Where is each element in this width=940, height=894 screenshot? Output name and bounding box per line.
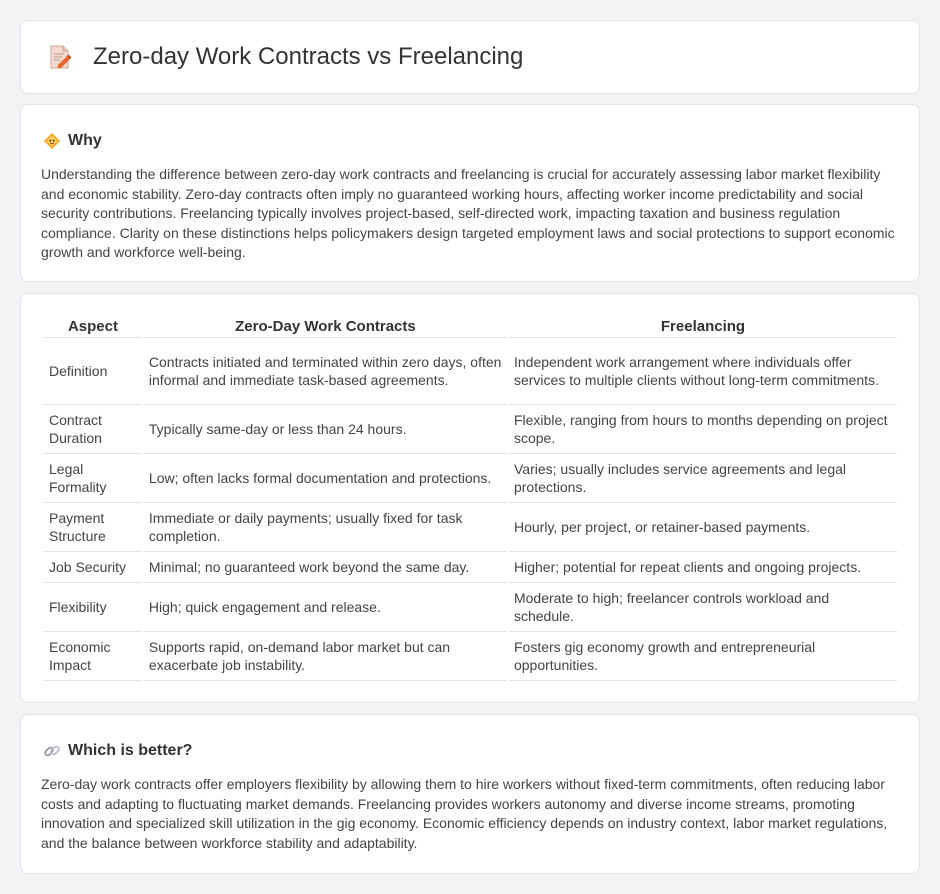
why-section [20,104,920,282]
table-row [44,552,897,583]
diamond-warning-icon [43,132,61,150]
header-zero-day: Zero-Day Work Contracts [144,314,507,338]
row-zero-day: Supports rapid, on-demand labor market but can exacerbate job instability. [144,632,507,681]
row-zero-day: Immediate or daily payments; usually fixed for task completion. [144,503,507,552]
row-freelancing: Fosters gig economy growth and entrepreneurial opportunities. [509,632,897,681]
comparison-table-card [20,293,920,703]
row-freelancing: Independent work arrangement where individuals offer services to multiple clients without long-term commitments. [509,338,897,405]
table-header-row [44,314,897,338]
row-zero-day: Low; often lacks formal documentation and protections. [144,454,507,503]
better-title: Which is better? [68,742,193,759]
why-text: Understanding the difference between zero-day work contracts and freelancing is crucial for accurately assessing labor market flexibility and economic stability. Zero-day contracts often imply no guaranteed working hours, affecting worker income predictability and social security contributions. Freelancing typically involves project-based, self-directed work, impacting taxation and business regulation compliance. Clarity on these distinctions helps policymakers design targeted employment laws and social protections to support economic growth and workforce well-being. [41,166,895,261]
document-pencil-icon [47,44,73,70]
row-aspect: Definition [44,338,142,405]
row-aspect: Economic Impact [44,632,142,681]
header-card [20,20,920,94]
row-freelancing: Hourly, per project, or retainer-based payments. [509,503,897,552]
link-icon [43,742,61,760]
comparison-table [42,314,899,681]
table-row [44,405,897,454]
row-aspect: Job Security [44,552,142,583]
table-row [44,338,897,405]
page-title: Zero-day Work Contracts vs Freelancing [93,43,524,70]
better-text: Zero-day work contracts offer employers flexibility by allowing them to hire workers without fixed-term commitments, often reducing labor costs and adapting to fluctuating market demands. Freelancing provides workers autonomy and diverse income streams, promoting innovation and specialized skill utilization in the gig economy. Economic efficiency depends on industry context, labor market regulations, and the balance between workforce stability and adaptability. [41,776,888,851]
row-freelancing: Flexible, ranging from hours to months depending on project scope. [509,405,897,454]
why-title: Why [68,132,102,149]
row-aspect: Payment Structure [44,503,142,552]
header-freelancing: Freelancing [509,314,897,338]
table-row [44,583,897,632]
row-aspect: Contract Duration [44,405,142,454]
row-freelancing: Higher; potential for repeat clients and ongoing projects. [509,552,897,583]
row-zero-day: High; quick engagement and release. [144,583,507,632]
row-freelancing: Varies; usually includes service agreements and legal protections. [509,454,897,503]
row-aspect: Legal Formality [44,454,142,503]
table-row [44,503,897,552]
row-aspect: Flexibility [44,583,142,632]
header-aspect: Aspect [44,314,142,338]
which-is-better-section [20,714,920,874]
row-zero-day: Minimal; no guaranteed work beyond the same day. [144,552,507,583]
table-row [44,632,897,681]
row-zero-day: Contracts initiated and terminated within zero days, often informal and immediate task-based agreements. [144,338,507,405]
row-freelancing: Moderate to high; freelancer controls workload and schedule. [509,583,897,632]
row-zero-day: Typically same-day or less than 24 hours. [144,405,507,454]
table-row [44,454,897,503]
